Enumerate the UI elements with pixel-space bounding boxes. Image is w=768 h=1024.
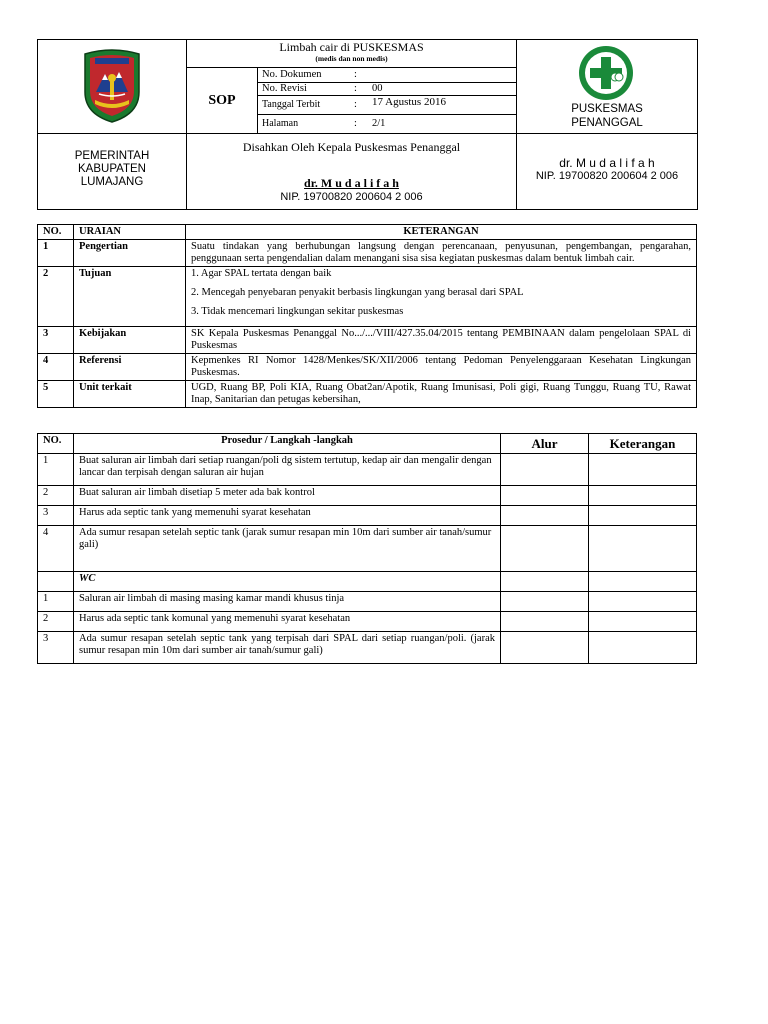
step-keterangan (589, 572, 697, 592)
tujuan-item: 2. Mencegah penyebaran penyakit berbasis lingkungan yang berasal dari SPAL (191, 287, 524, 298)
step-keterangan (589, 612, 697, 632)
section-heading: WC (74, 572, 501, 592)
row-label: Referensi (74, 354, 186, 381)
step-alur (501, 612, 589, 632)
table-row (38, 526, 697, 572)
issue-date-value: 17 Agustus 2016 (368, 95, 516, 114)
row-text: UGD, Ruang BP, Poli KIA, Ruang Obat2an/Apotik, Ruang Imunisasi, Poli gigi, Ruang Tunggu, Ruang TU, Rawat Inap, Sanitarian dan petugas kebersihan, (186, 381, 697, 408)
revision-label: No. Revisi (258, 82, 350, 95)
row-text: Kepmenkes RI Nomor 1428/Menkes/SK/XII/2006 tentang Pedoman Penyelenggaraan Kesehatan Lingkungan Puskesmas. (186, 354, 697, 381)
row-text: SK Kepala Puskesmas Penanggal No.../.../VIII/427.35.04/2015 tentang PEMBINAAN dalam pengelolaan SPAL di Puskesmas (186, 327, 697, 354)
table-row (38, 381, 697, 408)
table-row (38, 486, 697, 506)
table-row (38, 632, 697, 664)
right-signer-nip: NIP. 19700820 200604 2 006 (535, 170, 679, 182)
table-row (38, 267, 697, 327)
info-header-uraian: URAIAN (74, 225, 186, 240)
table-row (38, 592, 697, 612)
row-number: 5 (38, 381, 74, 408)
tujuan-item: 3. Tidak mencemari lingkungan sekitar puskesmas (191, 306, 404, 317)
row-number: 3 (38, 327, 74, 354)
step-number: 2 (38, 486, 74, 506)
doc-number-sep: : (350, 68, 368, 82)
issue-date-sep: : (350, 95, 368, 114)
doc-title: Limbah cair di PUSKESMAS (279, 40, 424, 54)
procedure-header-alur: Alur (501, 434, 589, 454)
doc-number-label: No. Dokumen (258, 68, 350, 82)
step-number: 3 (38, 506, 74, 526)
step-text: Ada sumur resapan setelah septic tank yang terpisah dari SPAL dari setiap ruangan/poli. (jarak sumur resapan min 10m dari sumber air tanah/sumur gali) (74, 632, 501, 664)
table-row (38, 327, 697, 354)
doc-subtitle: (medis dan non medis) (315, 54, 388, 63)
page-label: Halaman (262, 117, 299, 129)
signer-name: dr. M u d a l i f a h (304, 176, 399, 190)
step-keterangan (589, 486, 697, 506)
step-alur (501, 506, 589, 526)
step-alur (501, 454, 589, 486)
org-left-cell (38, 134, 187, 210)
table-row (38, 454, 697, 486)
page-sep: : (354, 117, 357, 129)
row-text: Suatu tindakan yang berhubungan langsung dengan perencanaan, penyusunan, pengembangan, pengarahan, penggunaan serta pengendalian dalam menangani sisa sisa kegiatan puskesmas dalam bentuk limbah cair. (186, 240, 697, 267)
step-keterangan (589, 526, 697, 572)
row-label: Unit terkait (74, 381, 186, 408)
info-header-no: NO. (38, 225, 74, 240)
procedure-header-keterangan: Keterangan (589, 434, 697, 454)
right-signer-name: dr. M u d a l i f a h (559, 156, 655, 170)
doc-number-value (368, 68, 516, 82)
page-value: 2/1 (372, 117, 386, 129)
approval-cell (187, 134, 517, 210)
step-alur (501, 632, 589, 664)
row-label: Pengertian (74, 240, 186, 267)
step-alur (501, 572, 589, 592)
table-row (38, 572, 697, 592)
step-text: Buat saluran air limbah disetiap 5 meter ada bak kontrol (74, 486, 501, 506)
step-alur (501, 592, 589, 612)
doc-info-table (258, 68, 516, 133)
step-keterangan (589, 592, 697, 612)
table-row (38, 506, 697, 526)
info-table (37, 224, 697, 408)
issue-date-label: Tanggal Terbit (258, 95, 350, 114)
step-number: 2 (38, 612, 74, 632)
row-number: 2 (38, 267, 74, 327)
step-text: Ada sumur resapan setelah septic tank (jarak sumur resapan min 10m dari sumber air tanah/sumur gali) (74, 526, 501, 572)
step-text: Harus ada septic tank komunal yang memenuhi syarat kesehatan (74, 612, 501, 632)
tujuan-item: 1. Agar SPAL tertata dengan baik (191, 268, 332, 279)
table-row (38, 612, 697, 632)
kabupaten-lumajang-crest-icon (81, 44, 143, 124)
right-signer-cell (517, 134, 698, 210)
step-keterangan (589, 454, 697, 486)
step-alur (501, 526, 589, 572)
row-number: 4 (38, 354, 74, 381)
signer-nip: NIP. 19700820 200604 2 006 (280, 191, 423, 203)
header-doc-cell (187, 40, 517, 134)
step-number: 4 (38, 526, 74, 572)
step-keterangan (589, 506, 697, 526)
revision-sep: : (350, 82, 368, 95)
procedure-header-no: NO. (38, 434, 74, 454)
approval-text: Disahkan Oleh Kepala Puskesmas Penanggal (242, 140, 461, 154)
row-number: 1 (38, 240, 74, 267)
step-number: 1 (38, 592, 74, 612)
org-left-name: PEMERINTAH KABUPATEN LUMAJANG (74, 150, 150, 188)
row-text (186, 267, 697, 327)
step-number: 3 (38, 632, 74, 664)
step-text: Harus ada septic tank yang memenuhi syarat kesehatan (74, 506, 501, 526)
org-right-name: PUSKESMAS PENANGGAL (571, 103, 643, 129)
step-number (38, 572, 74, 592)
revision-value: 00 (368, 82, 516, 95)
procedure-header-prosedur: Prosedur / Langkah -langkah (74, 434, 501, 454)
step-alur (501, 486, 589, 506)
procedure-table (37, 433, 697, 664)
table-row (38, 354, 697, 381)
step-text: Buat saluran air limbah dari setiap ruangan/poli dg sistem tertutup, kedap air dan mengalir dengan lancar dan terpisah dengan saluran air hujan (74, 454, 501, 486)
row-label: Kebijakan (74, 327, 186, 354)
table-row (38, 240, 697, 267)
sop-label: SOP (208, 92, 236, 108)
row-label: Tujuan (74, 267, 186, 327)
step-number: 1 (38, 454, 74, 486)
step-keterangan (589, 632, 697, 664)
info-header-keterangan: KETERANGAN (186, 225, 697, 240)
puskesmas-logo-icon (577, 44, 635, 102)
step-text: Saluran air limbah di masing masing kamar mandi khusus tinja (74, 592, 501, 612)
